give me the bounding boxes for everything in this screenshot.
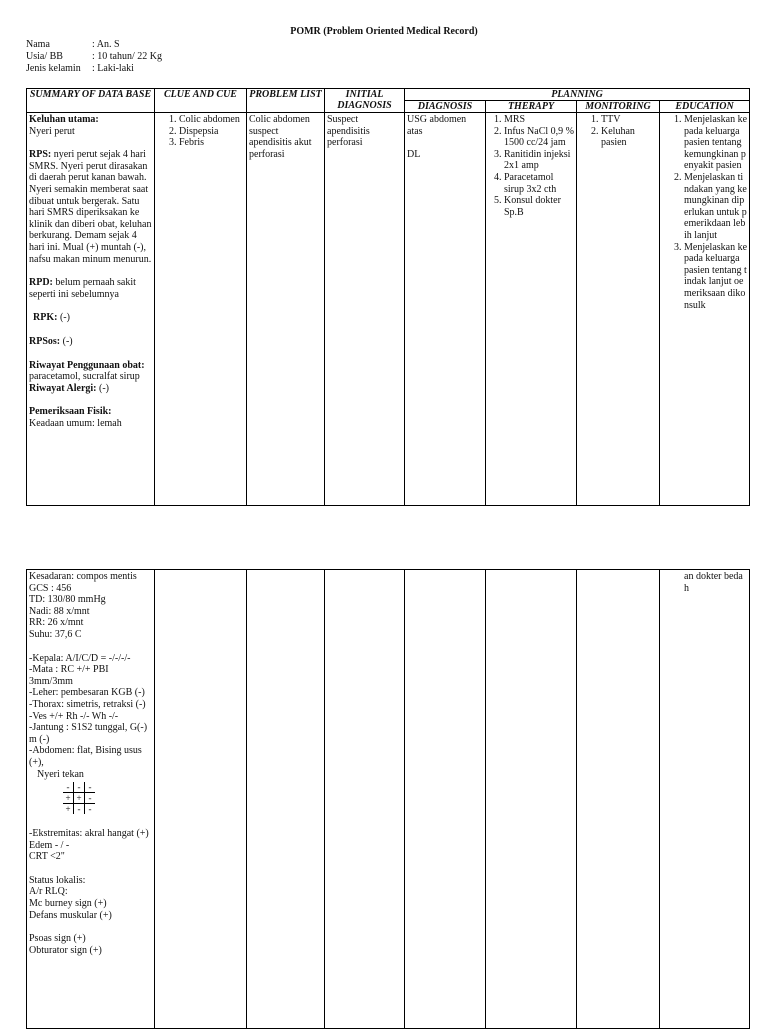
signs-block xyxy=(29,933,152,956)
list-item: 1. Menjelaskan kepada keluarga pasien tentang kemungkinan penyakit pasien xyxy=(684,114,747,172)
initial-diagnosis-cell xyxy=(325,113,405,506)
rpsos-value: (-) xyxy=(60,335,73,347)
list-item: 1. Colic abdomen xyxy=(179,114,244,126)
header-diagnosis: DIAGNOSIS xyxy=(405,101,486,113)
ekstremitas-block xyxy=(29,828,152,863)
rpd-block xyxy=(29,277,152,300)
alergi-label: Riwayat Alergi: xyxy=(29,382,97,394)
problem-list-text: Colic abdomen suspect apendisitis akut perforasi xyxy=(249,114,312,160)
problem-cell xyxy=(247,113,325,506)
obat-value: paracetamol, sucralfat sirup xyxy=(29,371,140,383)
rps-block xyxy=(29,149,152,265)
header-planning: PLANNING xyxy=(405,89,750,101)
rpk-block xyxy=(29,312,152,324)
diagnosis-item: USG abdomen atas xyxy=(407,114,467,137)
header-initial: INITIAL DIAGNOSIS xyxy=(325,89,405,113)
patient-name-row xyxy=(26,39,162,51)
vital-line: TD: 130/80 mmHg xyxy=(29,594,106,606)
grid-cell: - xyxy=(85,793,96,804)
exam-block xyxy=(29,653,152,781)
vital-line: GCS : 456 xyxy=(29,582,72,594)
header-clue: CLUE AND CUE xyxy=(155,89,247,113)
vital-line: Kesadaran: compos mentis xyxy=(29,571,137,582)
vital-line: Suhu: 37,6 C xyxy=(29,628,82,640)
exam-line: -Ekstremitas: akral hangat (+) xyxy=(29,828,149,840)
vitals-block xyxy=(29,571,152,641)
fisik-value: Keadaan umum: lemah xyxy=(29,417,122,429)
document-title: POMR (Problem Oriented Medical Record) xyxy=(290,26,478,37)
pomr-table-page-2 xyxy=(26,569,750,1029)
initial-diagnosis-cell-continued xyxy=(325,570,405,1029)
list-item: 5. Konsul dokter Sp.B xyxy=(504,195,574,218)
fisik-block xyxy=(29,406,152,429)
exam-line: Obturator sign (+) xyxy=(29,944,102,956)
exam-line: -Thorax: simetris, retraksi (-) xyxy=(29,698,146,710)
list-item: 2. Keluhan pasien xyxy=(601,126,657,149)
exam-line: Defans muskular (+) xyxy=(29,909,112,921)
id-value: : Laki-laki xyxy=(92,63,134,74)
list-item: 3. Menjelaskan kepada keluarga pasien tentang tindak lanjut oemeriksaan dikonsulk xyxy=(684,242,747,312)
therapy-cell xyxy=(486,113,577,506)
education-cell xyxy=(660,113,750,506)
patient-age-row xyxy=(26,51,162,63)
rps-value: nyeri perut sejak 4 hari SMRS. Nyeri perut dirasakan di daerah perut kanan bawah. Nyeri semakin memberat saat dibuat untuk bergerak. Satu hari SMRS diperiksakan ke klinik dan diberi obat, keluhan berkurang. Demam sejak 4 hari ini. Mual (+) muntah (-), nafsu makan minum menurun. xyxy=(29,149,152,265)
grid-cell: + xyxy=(63,793,74,804)
exam-line: -Abdomen: flat, Bising usus (+), xyxy=(29,745,142,768)
rpk-value: (-) xyxy=(57,312,70,324)
grid-cell: - xyxy=(74,782,85,793)
grid-cell: + xyxy=(74,793,85,804)
exam-line: Psoas sign (+) xyxy=(29,933,86,945)
vital-line: RR: 26 x/mnt xyxy=(29,617,84,629)
education-continuation: an dokter bedah xyxy=(684,571,743,594)
initial-diagnosis-text: Suspect apendisitis perforasi xyxy=(327,114,370,149)
header-education: EDUCATION xyxy=(660,101,750,113)
exam-line: Nyeri tekan xyxy=(37,768,84,780)
exam-line: -Leher: pembesaran KGB (-) xyxy=(29,687,145,699)
id-label: Jenis kelamin xyxy=(26,63,81,74)
problem-cell-continued xyxy=(247,570,325,1029)
list-item: 2. Menjelaskan tindakan yang kemungkinan diperlukan untuk pemerikdaan lebih lanjut xyxy=(684,172,747,242)
header-monitoring: MONITORING xyxy=(577,101,660,113)
therapy-cell-continued xyxy=(486,570,577,1029)
alergi-block xyxy=(29,383,152,395)
header-problem: PROBLEM LIST xyxy=(247,89,325,113)
exam-line: Edem - / - xyxy=(29,839,70,851)
grid-cell: - xyxy=(88,804,92,815)
exam-line: CRT <2" xyxy=(29,851,65,863)
diagnosis-item: DL xyxy=(407,149,421,161)
keluhan-label: Keluhan utama: xyxy=(29,114,99,125)
alergi-value: (-) xyxy=(96,382,109,394)
grid-cell: - xyxy=(63,782,74,793)
status-lokalis-block xyxy=(29,875,152,921)
pomr-table-page-1 xyxy=(26,88,750,506)
id-value: : An. S xyxy=(92,39,120,50)
rpsos-label: RPSos: xyxy=(29,335,61,347)
monitoring-cell-continued xyxy=(577,570,660,1029)
header-summary: SUMMARY OF DATA BASE xyxy=(27,89,155,113)
patient-sex-row xyxy=(26,63,162,75)
monitoring-list xyxy=(579,114,657,149)
grid-cell: + xyxy=(63,804,74,815)
patient-identity xyxy=(26,39,162,75)
exam-line: A/r RLQ: xyxy=(29,886,68,898)
id-label: Nama xyxy=(26,39,50,50)
rpk-label: RPK: xyxy=(33,312,58,324)
diagnosis-cell-continued xyxy=(405,570,486,1029)
clue-cell-continued xyxy=(155,570,247,1029)
education-list xyxy=(662,114,747,311)
header-therapy: THERAPY xyxy=(486,101,577,113)
obat-label: Riwayat Penggunaan obat: xyxy=(29,359,145,371)
list-item: 3. Ranitidin injeksi 2x1 amp xyxy=(504,149,574,172)
rps-label: RPS: xyxy=(29,149,52,161)
id-value: : 10 tahun/ 22 Kg xyxy=(92,51,162,62)
monitoring-cell xyxy=(577,113,660,506)
rpsos-block xyxy=(29,336,152,348)
exam-line: -Ves +/+ Rh -/- Wh -/- xyxy=(29,710,119,722)
exam-line: -Jantung : S1S2 tunggal, G(-) m (-) xyxy=(29,722,148,745)
grid-cell: - xyxy=(74,804,85,815)
exam-line: Mc burney sign (+) xyxy=(29,898,107,910)
fisik-label: Pemeriksaan Fisik: xyxy=(29,406,112,418)
keluhan-value: Nyeri perut xyxy=(29,125,75,137)
therapy-list xyxy=(488,114,574,218)
id-label: Usia/ BB xyxy=(26,51,63,62)
exam-line: Status lokalis: xyxy=(29,874,86,886)
list-item: 1. MRS xyxy=(504,114,574,126)
nyeri-tekan-grid xyxy=(63,782,95,814)
vital-line: Nadi: 88 x/mnt xyxy=(29,605,90,617)
list-item: 2. Dispepsia xyxy=(179,126,244,138)
summary-cell xyxy=(27,113,155,506)
summary-cell-continued xyxy=(27,570,155,1029)
exam-line: -Kepala: A/I/C/D = -/-/-/- xyxy=(29,652,131,664)
list-item: 2. Infus NaCl 0,9 % 1500 cc/24 jam xyxy=(504,126,574,149)
rpd-value: belum pernaah sakit seperti ini sebelumnya xyxy=(29,277,136,300)
rpd-label: RPD: xyxy=(29,277,53,289)
obat-block xyxy=(29,360,152,383)
exam-line: -Mata : RC +/+ PBI 3mm/3mm xyxy=(29,664,109,687)
education-cell-continued xyxy=(660,570,750,1029)
list-item: 4. Paracetamol sirup 3x2 cth xyxy=(504,172,574,195)
list-item: 3. Febris xyxy=(179,137,244,149)
list-item: 1. TTV xyxy=(601,114,657,126)
keluhan-block xyxy=(29,114,152,137)
clue-list xyxy=(157,114,244,149)
diagnosis-cell xyxy=(405,113,486,506)
clue-cell xyxy=(155,113,247,506)
grid-cell: - xyxy=(85,782,96,793)
